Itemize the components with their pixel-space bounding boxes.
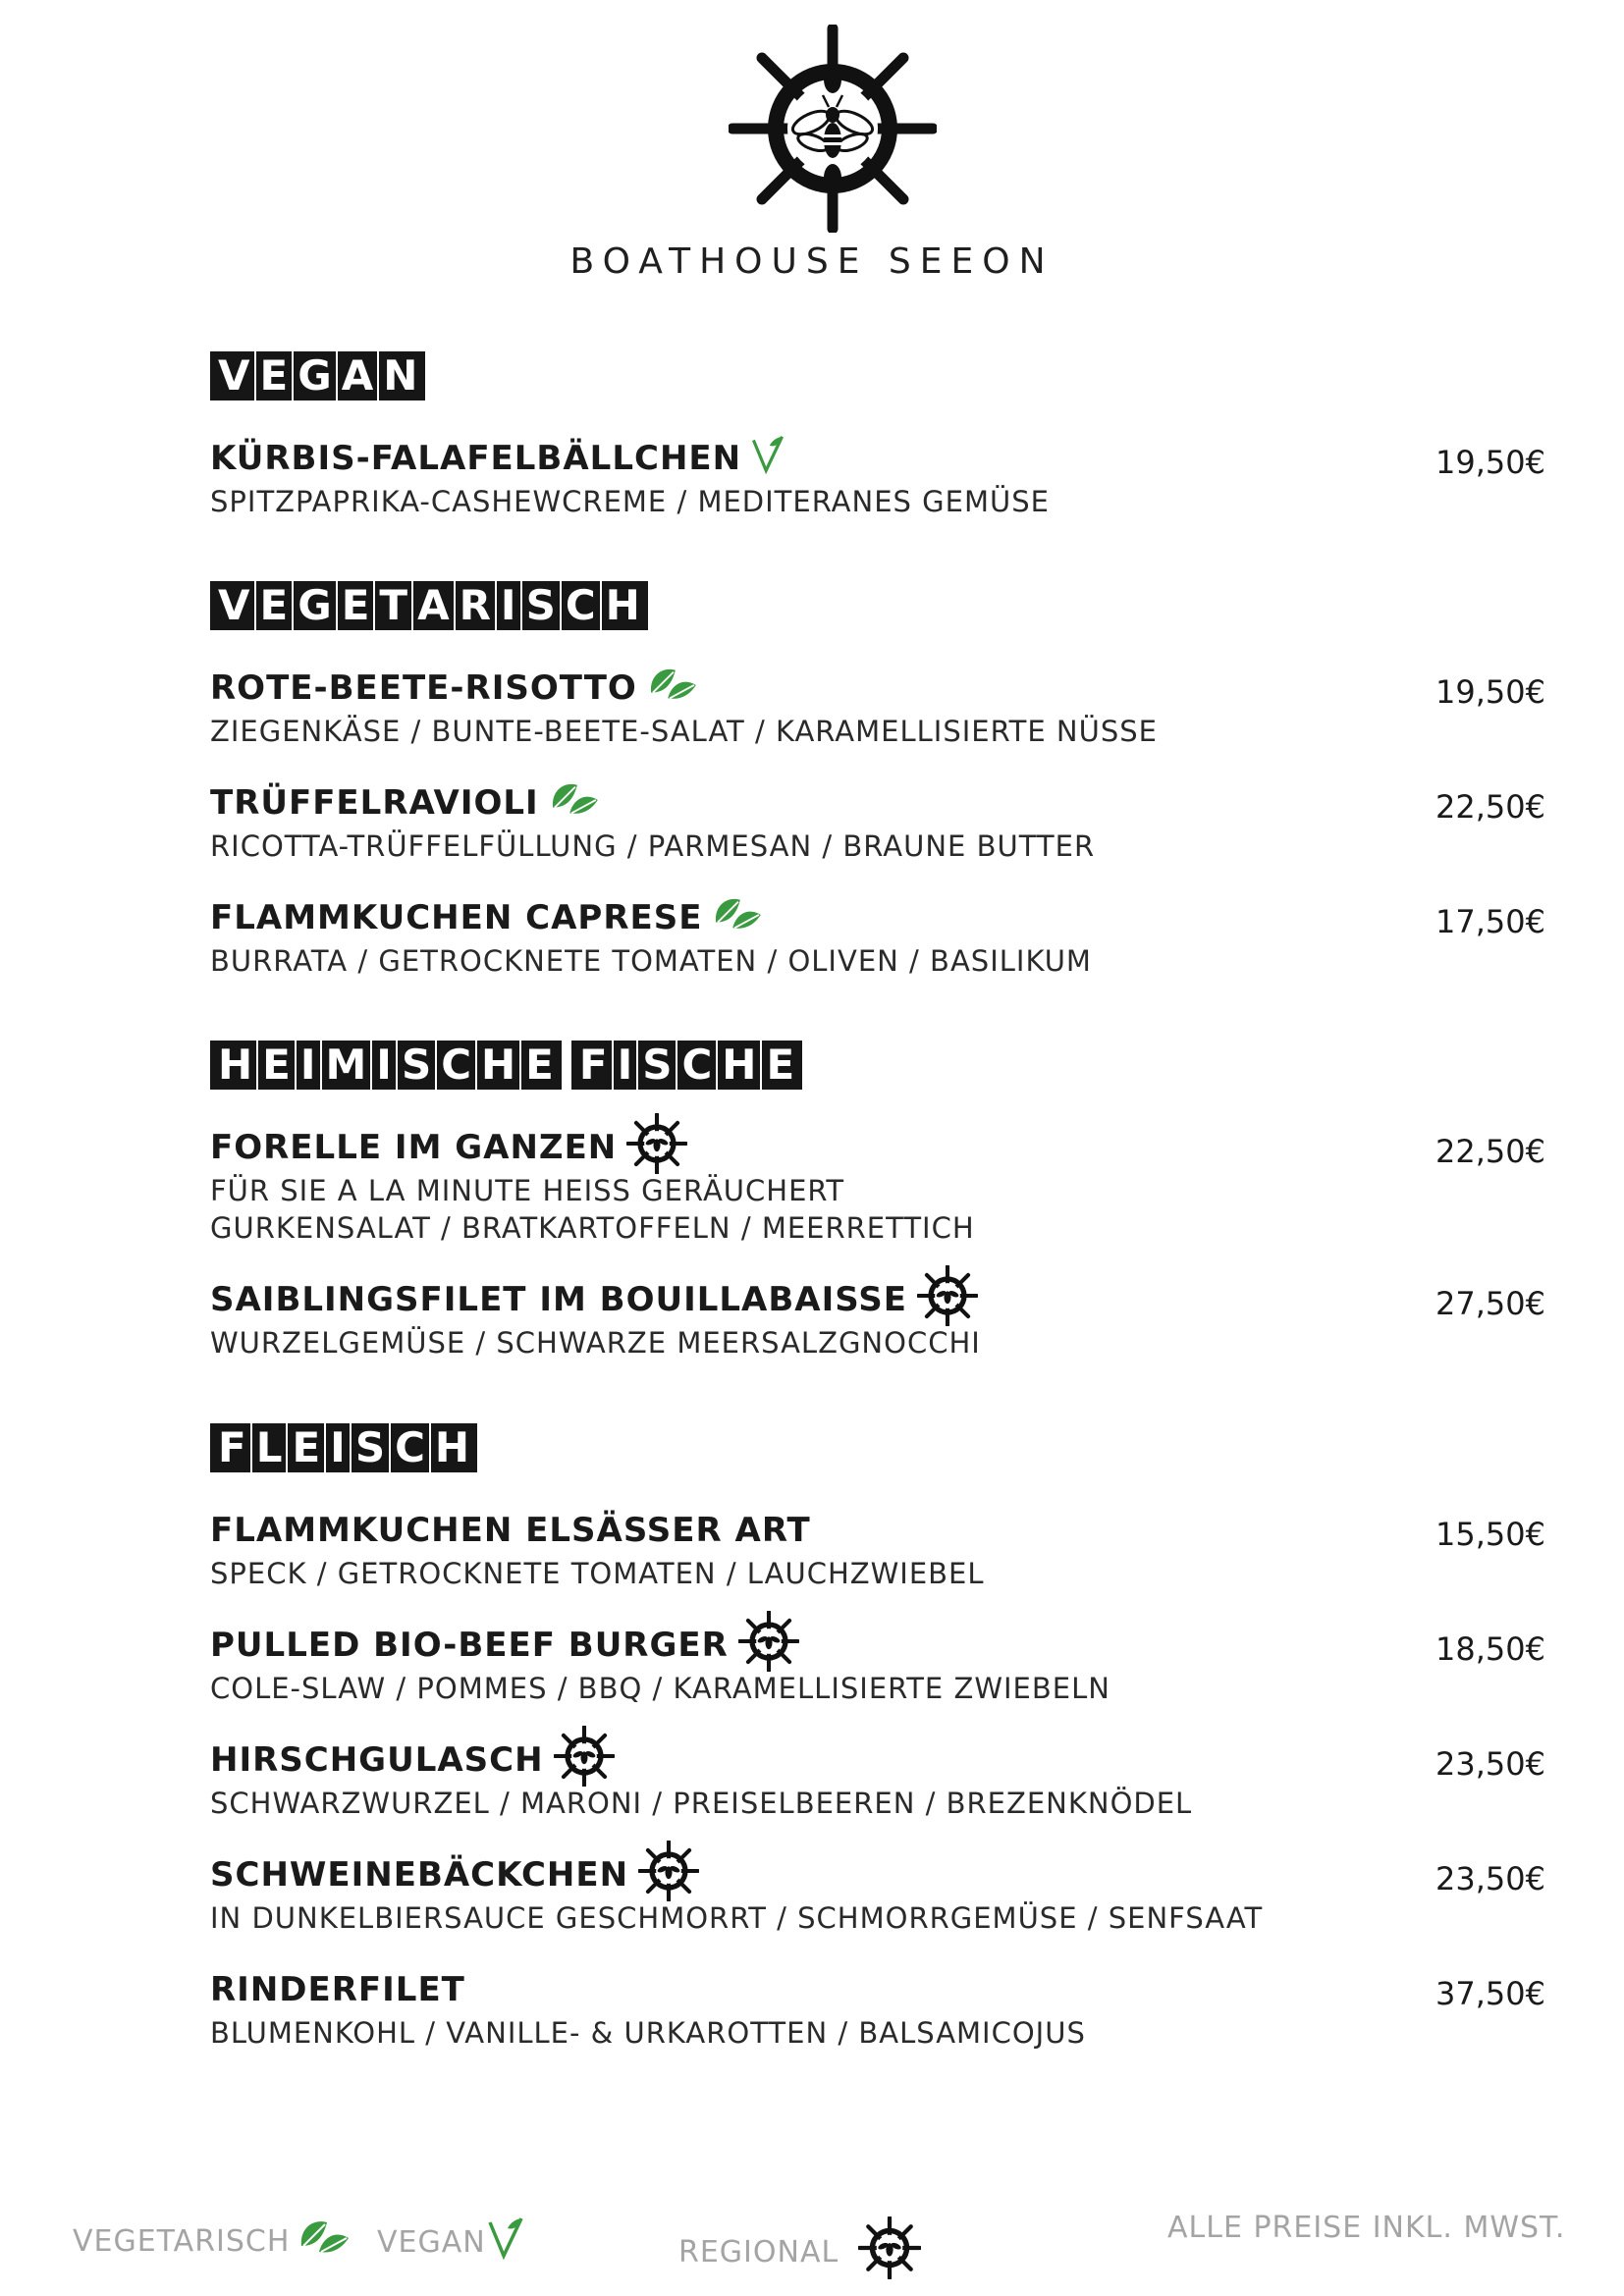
menu-item-description bbox=[210, 1785, 1192, 1822]
menu-item-name bbox=[210, 1625, 799, 1666]
menu-item-description bbox=[210, 942, 1092, 980]
menu-item-name-text: FLAMMKUCHEN CAPRESE bbox=[210, 898, 703, 937]
section-title-letter: C bbox=[435, 1041, 475, 1090]
vegan-icon bbox=[488, 2216, 523, 2268]
menu-item-description-line: ZIEGENKÄSE / BUNTE-BEETE-SALAT / KARAMELLISIERTE NÜSSE bbox=[210, 715, 1158, 748]
menu-item-price: 19,50€ bbox=[1435, 444, 1545, 481]
section-title-letter: E bbox=[254, 351, 293, 400]
boathouse-logo bbox=[729, 25, 937, 233]
section-title-letter: I bbox=[495, 581, 520, 630]
section-title-letter: G bbox=[292, 351, 335, 400]
vegetarian-icon bbox=[712, 894, 763, 942]
vegetarian-icon bbox=[647, 665, 698, 713]
section-title-letter: M bbox=[320, 1041, 371, 1090]
section-title-letter: H bbox=[716, 1041, 760, 1090]
menu-item-price: 15,50€ bbox=[1435, 1516, 1545, 1553]
section-title-word bbox=[210, 1041, 562, 1090]
section-title-word bbox=[210, 581, 648, 630]
section-title-letter: H bbox=[600, 581, 644, 630]
menu-item-name bbox=[210, 897, 763, 938]
menu-item-name bbox=[210, 667, 698, 709]
menu-item-description-line: SCHWARZWURZEL / MARONI / PREISELBEEREN / BREZENKNÖDEL bbox=[210, 1787, 1193, 1820]
section-title bbox=[210, 581, 1545, 630]
menu-item-price: 22,50€ bbox=[1435, 1133, 1545, 1170]
section-title-letter: S bbox=[636, 1041, 676, 1090]
menu-item-name bbox=[210, 438, 785, 479]
section-title-letter: F bbox=[218, 1423, 246, 1471]
section-title-letter: I bbox=[324, 1423, 350, 1472]
menu-item-name-text: TRÜFFELRAVIOLI bbox=[210, 783, 539, 823]
section-title-letter: N bbox=[377, 351, 421, 400]
legend-vegan bbox=[377, 2216, 523, 2268]
section-title-letter: C bbox=[560, 581, 600, 630]
menu-item-name-text: KÜRBIS-FALAFELBÄLLCHEN bbox=[210, 439, 742, 478]
menu-item-description-line: IN DUNKELBIERSAUCE GESCHMORRT / SCHMORRGEMÜSE / SENFSAAT bbox=[210, 1901, 1264, 1935]
brand-name: BOATHOUSE SEEON bbox=[569, 241, 1055, 282]
menu-item-name bbox=[210, 782, 600, 824]
section-title-letter: L bbox=[250, 1423, 287, 1472]
menu-item bbox=[210, 1510, 1545, 1588]
section-title-letter: A bbox=[411, 581, 454, 630]
section-title bbox=[210, 1041, 1545, 1090]
section-title-word bbox=[210, 351, 425, 400]
section-title-letter: E bbox=[286, 1423, 324, 1472]
menu-item-description-line: WURZELGEMÜSE / SCHWARZE MEERSALZGNOCCHI bbox=[210, 1326, 981, 1360]
menu-item-description-line: FÜR SIE A LA MINUTE HEISS GERÄUCHERT bbox=[210, 1174, 845, 1207]
menu-item bbox=[210, 782, 1545, 861]
section-title-letter: S bbox=[520, 581, 560, 630]
menu-item-description-line: SPECK / GETROCKNETE TOMATEN / LAUCHZWIEBEL bbox=[210, 1557, 985, 1590]
menu-item bbox=[210, 897, 1545, 976]
menu-item-name-text: SCHWEINEBÄCKCHEN bbox=[210, 1855, 629, 1895]
menu-item-name-text: RINDERFILET bbox=[210, 1970, 465, 2009]
section-title-letter: E bbox=[256, 1041, 295, 1090]
menu-item-description-line: BURRATA / GETROCKNETE TOMATEN / OLIVEN / BASILIKUM bbox=[210, 944, 1092, 978]
section-title-letter: H bbox=[218, 1041, 253, 1089]
menu-item-price: 22,50€ bbox=[1435, 788, 1545, 826]
section-vegetarisch bbox=[210, 581, 1545, 978]
section-title-letter: F bbox=[578, 1041, 608, 1089]
section-title-letter: E bbox=[519, 1041, 558, 1090]
menu-item-name bbox=[210, 1969, 465, 2010]
menu-item-description bbox=[210, 1899, 1263, 1937]
vegetarian-icon bbox=[298, 2216, 351, 2266]
section-title-letter: S bbox=[396, 1041, 435, 1090]
section-title-letter: H bbox=[429, 1423, 473, 1472]
menu-item-description bbox=[210, 1555, 985, 1592]
section-title-letter: A bbox=[336, 351, 378, 400]
section-vegan bbox=[210, 351, 1545, 518]
section-title-letter: V bbox=[218, 351, 250, 400]
section-title bbox=[210, 1423, 1545, 1472]
menu-item-name-text: ROTE-BEETE-RISOTTO bbox=[210, 668, 637, 708]
menu-item-price: 23,50€ bbox=[1435, 1860, 1545, 1897]
menu-item-name bbox=[210, 1854, 699, 1896]
section-title-letter: C bbox=[676, 1041, 716, 1090]
section-title-letter: E bbox=[336, 581, 374, 630]
regional-icon bbox=[858, 2216, 921, 2287]
section-title-word bbox=[210, 1423, 477, 1472]
vegan-icon bbox=[751, 435, 785, 483]
legend-vegan-label: VEGAN bbox=[377, 2224, 486, 2260]
section-title-letter: T bbox=[373, 581, 411, 630]
menu-item-name-text: SAIBLINGSFILET IM BOUILLABAISSE bbox=[210, 1280, 907, 1319]
menu-item-description-line: GURKENSALAT / BRATKARTOFFELN / MEERRETTICH bbox=[210, 1211, 975, 1245]
section-title-letter: E bbox=[760, 1041, 798, 1090]
section-title-letter: I bbox=[295, 1041, 320, 1090]
menu-item-description bbox=[210, 2014, 1086, 2052]
menu-item bbox=[210, 667, 1545, 746]
menu-item-name bbox=[210, 1510, 811, 1551]
menu-item-name-text: FORELLE IM GANZEN bbox=[210, 1128, 618, 1167]
menu-item-price: 37,50€ bbox=[1435, 1975, 1545, 2012]
section-title-letter: S bbox=[350, 1423, 389, 1472]
section-title-letter: I bbox=[612, 1041, 637, 1090]
legend-vegetarian-label: VEGETARISCH bbox=[73, 2223, 291, 2259]
section-title-letter: H bbox=[475, 1041, 519, 1090]
menu-item-name bbox=[210, 1127, 687, 1168]
legend-regional bbox=[678, 2216, 921, 2287]
menu-item bbox=[210, 1625, 1545, 1703]
menu-item-description bbox=[210, 483, 1050, 520]
menu-item bbox=[210, 438, 1545, 516]
menu-item-name-text: FLAMMKUCHEN ELSÄSSER ART bbox=[210, 1511, 811, 1550]
menu-item bbox=[210, 1854, 1545, 1933]
menu-item-price: 18,50€ bbox=[1435, 1630, 1545, 1668]
section-title-letter: V bbox=[218, 581, 250, 629]
section-title-word bbox=[571, 1041, 802, 1090]
menu-item-name-text: HIRSCHGULASCH bbox=[210, 1740, 544, 1780]
legend-vegetarian bbox=[73, 2216, 351, 2266]
menu-item bbox=[210, 1739, 1545, 1818]
menu-item-description bbox=[210, 1324, 981, 1362]
legend-regional-label: REGIONAL bbox=[678, 2234, 839, 2269]
menu-item-description-line: SPITZPAPRIKA-CASHEWCREME / MEDITERANES GEMÜSE bbox=[210, 485, 1050, 518]
menu-item-description bbox=[210, 1172, 975, 1247]
menu-item-name-text: PULLED BIO-BEEF BURGER bbox=[210, 1626, 729, 1665]
menu-item-name bbox=[210, 1739, 615, 1781]
menu-item-description bbox=[210, 713, 1158, 750]
menu-item-price: 23,50€ bbox=[1435, 1745, 1545, 1783]
section-title-letter: C bbox=[389, 1423, 429, 1472]
menu-item-description bbox=[210, 1670, 1110, 1707]
menu-item-description-line: RICOTTA-TRÜFFELFÜLLUNG / PARMESAN / BRAUNE BUTTER bbox=[210, 829, 1096, 863]
menu-item-price: 17,50€ bbox=[1435, 903, 1545, 940]
tax-note: ALLE PREISE INKL. MWST. bbox=[1167, 2211, 1566, 2245]
section-heimische-fische bbox=[210, 1041, 1545, 1360]
section-title bbox=[210, 351, 1545, 400]
menu-item-name bbox=[210, 1279, 978, 1320]
section-fleisch bbox=[210, 1423, 1545, 2050]
vegetarian-icon bbox=[549, 779, 600, 828]
menu-item bbox=[210, 1969, 1545, 2048]
menu-item-price: 27,50€ bbox=[1435, 1285, 1545, 1322]
menu-item-description-line: COLE-SLAW / POMMES / BBQ / KARAMELLISIERTE ZWIEBELN bbox=[210, 1672, 1110, 1705]
section-title-letter: R bbox=[454, 581, 495, 630]
section-title-letter: G bbox=[292, 581, 335, 630]
menu-item-price: 19,50€ bbox=[1435, 673, 1545, 711]
menu-item bbox=[210, 1279, 1545, 1358]
section-title-letter: E bbox=[254, 581, 293, 630]
menu-item bbox=[210, 1127, 1545, 1245]
section-title-letter: I bbox=[370, 1041, 396, 1090]
menu-item-description bbox=[210, 828, 1095, 865]
menu-item-description-line: BLUMENKOHL / VANILLE- & URKAROTTEN / BALSAMICOJUS bbox=[210, 2016, 1086, 2050]
